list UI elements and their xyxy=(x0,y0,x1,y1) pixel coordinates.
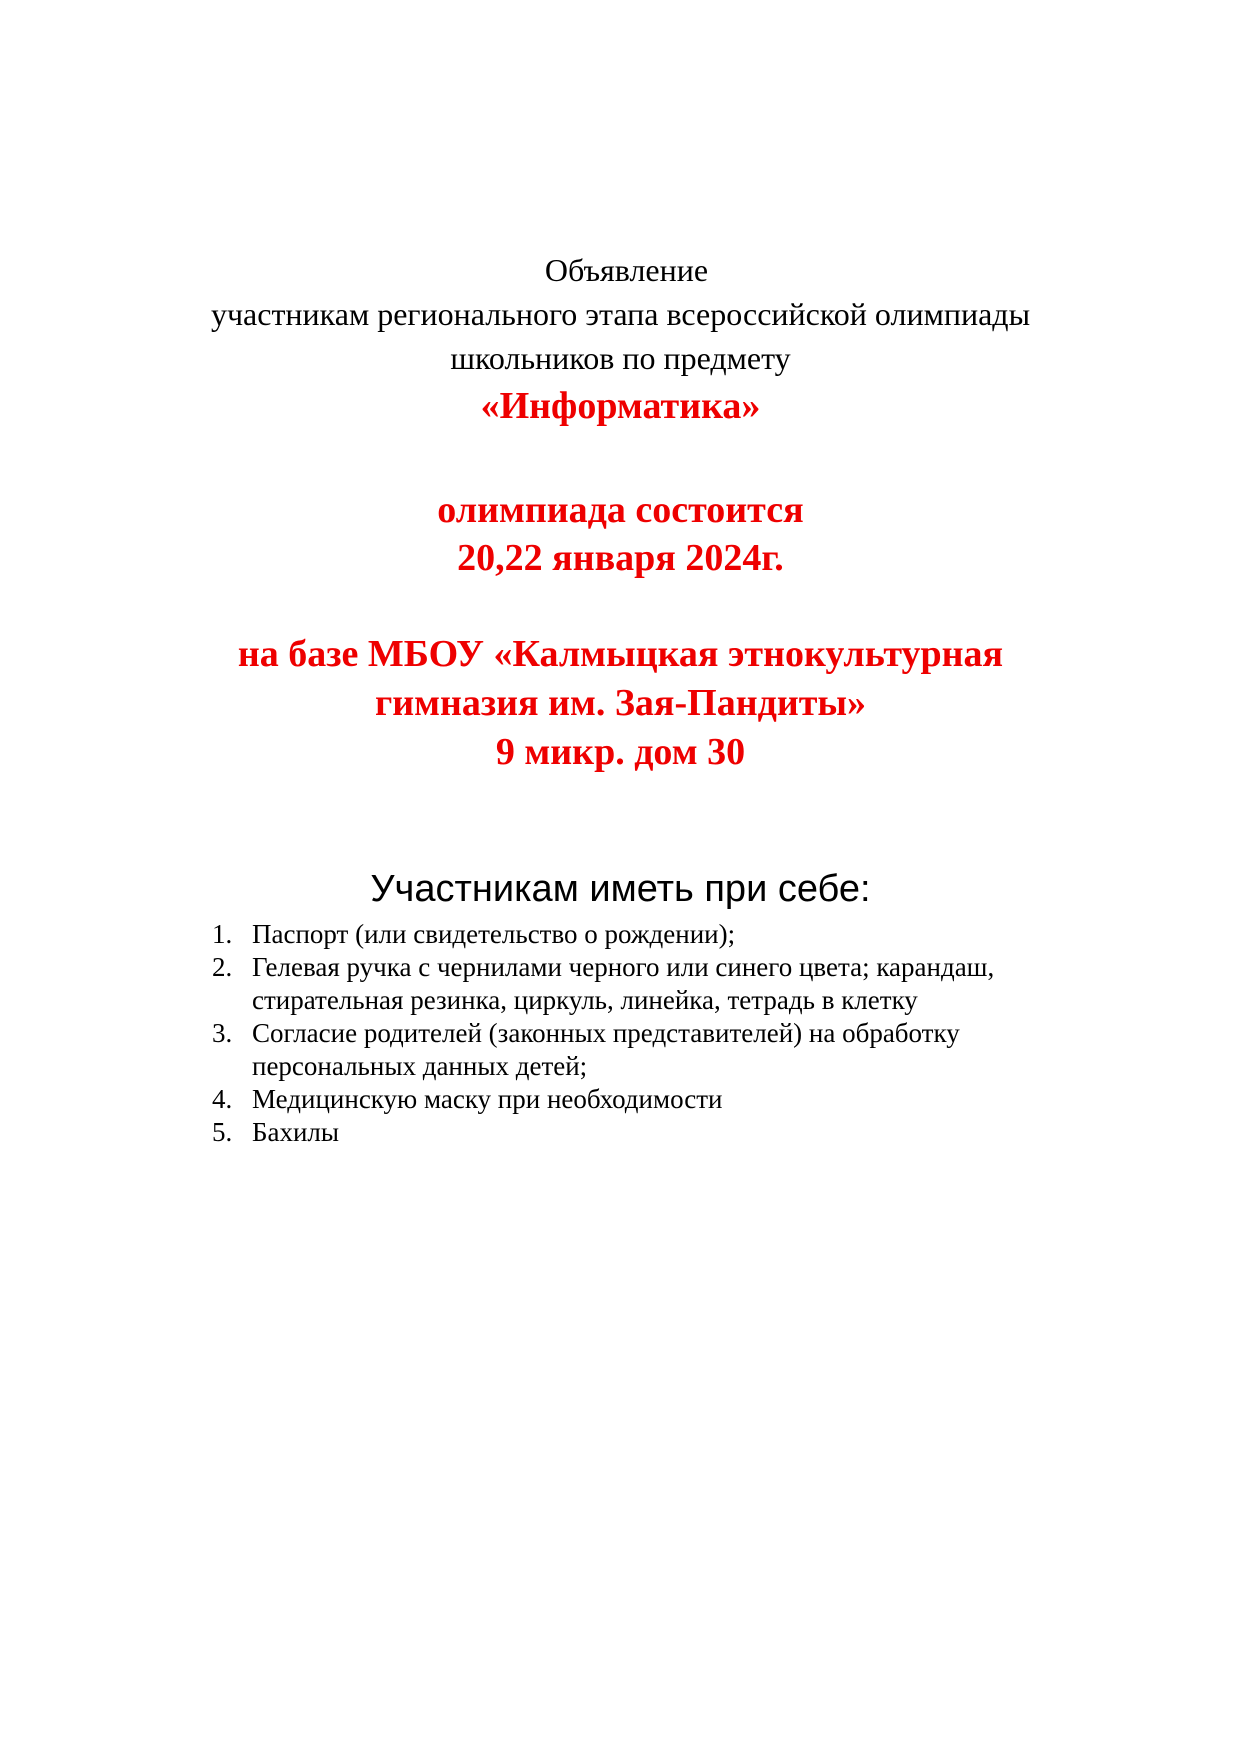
list-item-text: Паспорт (или свидетельство о рождении); xyxy=(252,919,736,949)
list-item-text-continued: персональных данных детей; xyxy=(252,1051,588,1081)
event-date: 20,22 января 2024г. xyxy=(457,537,784,579)
list-item-number: 4. xyxy=(212,1084,233,1114)
venue-address: 9 микр. дом 30 xyxy=(495,731,746,773)
list-item-number: 1. xyxy=(212,919,233,949)
venue-line-2: гимназия им. Зая-Пандиты» xyxy=(374,682,867,724)
list-item-number: 3. xyxy=(212,1018,233,1048)
event-notice: олимпиада состоится xyxy=(437,489,804,531)
venue-info xyxy=(0,630,1241,777)
announcement-title: Объявление xyxy=(544,252,709,288)
olympiad-subject: «Информатика» xyxy=(480,385,761,427)
list-item-number: 5. xyxy=(212,1117,233,1147)
list-item xyxy=(212,951,1112,1017)
list-item-text: Согласие родителей (законных представителей) на обработку xyxy=(252,1018,960,1048)
list-item-text-continued: стирательная резинка, циркуль, линейка, тетрадь в клетку xyxy=(252,985,918,1015)
event-info xyxy=(0,486,1241,582)
list-item-text: Бахилы xyxy=(252,1117,340,1147)
list-item xyxy=(212,1083,1112,1116)
announcement-subject-intro: школьников по предмету xyxy=(450,340,791,376)
list-item-text: Медицинскую маску при необходимости xyxy=(252,1084,723,1114)
list-item xyxy=(212,1017,1112,1083)
requirements-list xyxy=(212,918,1112,1149)
venue-line-1: на базе МБОУ «Калмыцкая этнокультурная xyxy=(237,633,1004,675)
requirements-title: Участникам иметь при себе: xyxy=(370,868,871,910)
list-item xyxy=(212,918,1112,951)
list-item-number: 2. xyxy=(212,952,233,982)
announcement-heading xyxy=(0,248,1241,430)
list-item-text: Гелевая ручка с чернилами черного или синего цвета; карандаш, xyxy=(252,952,995,982)
list-item xyxy=(212,1116,1112,1149)
announcement-audience-line: участникам регионального этапа всероссийской олимпиады xyxy=(210,296,1031,332)
